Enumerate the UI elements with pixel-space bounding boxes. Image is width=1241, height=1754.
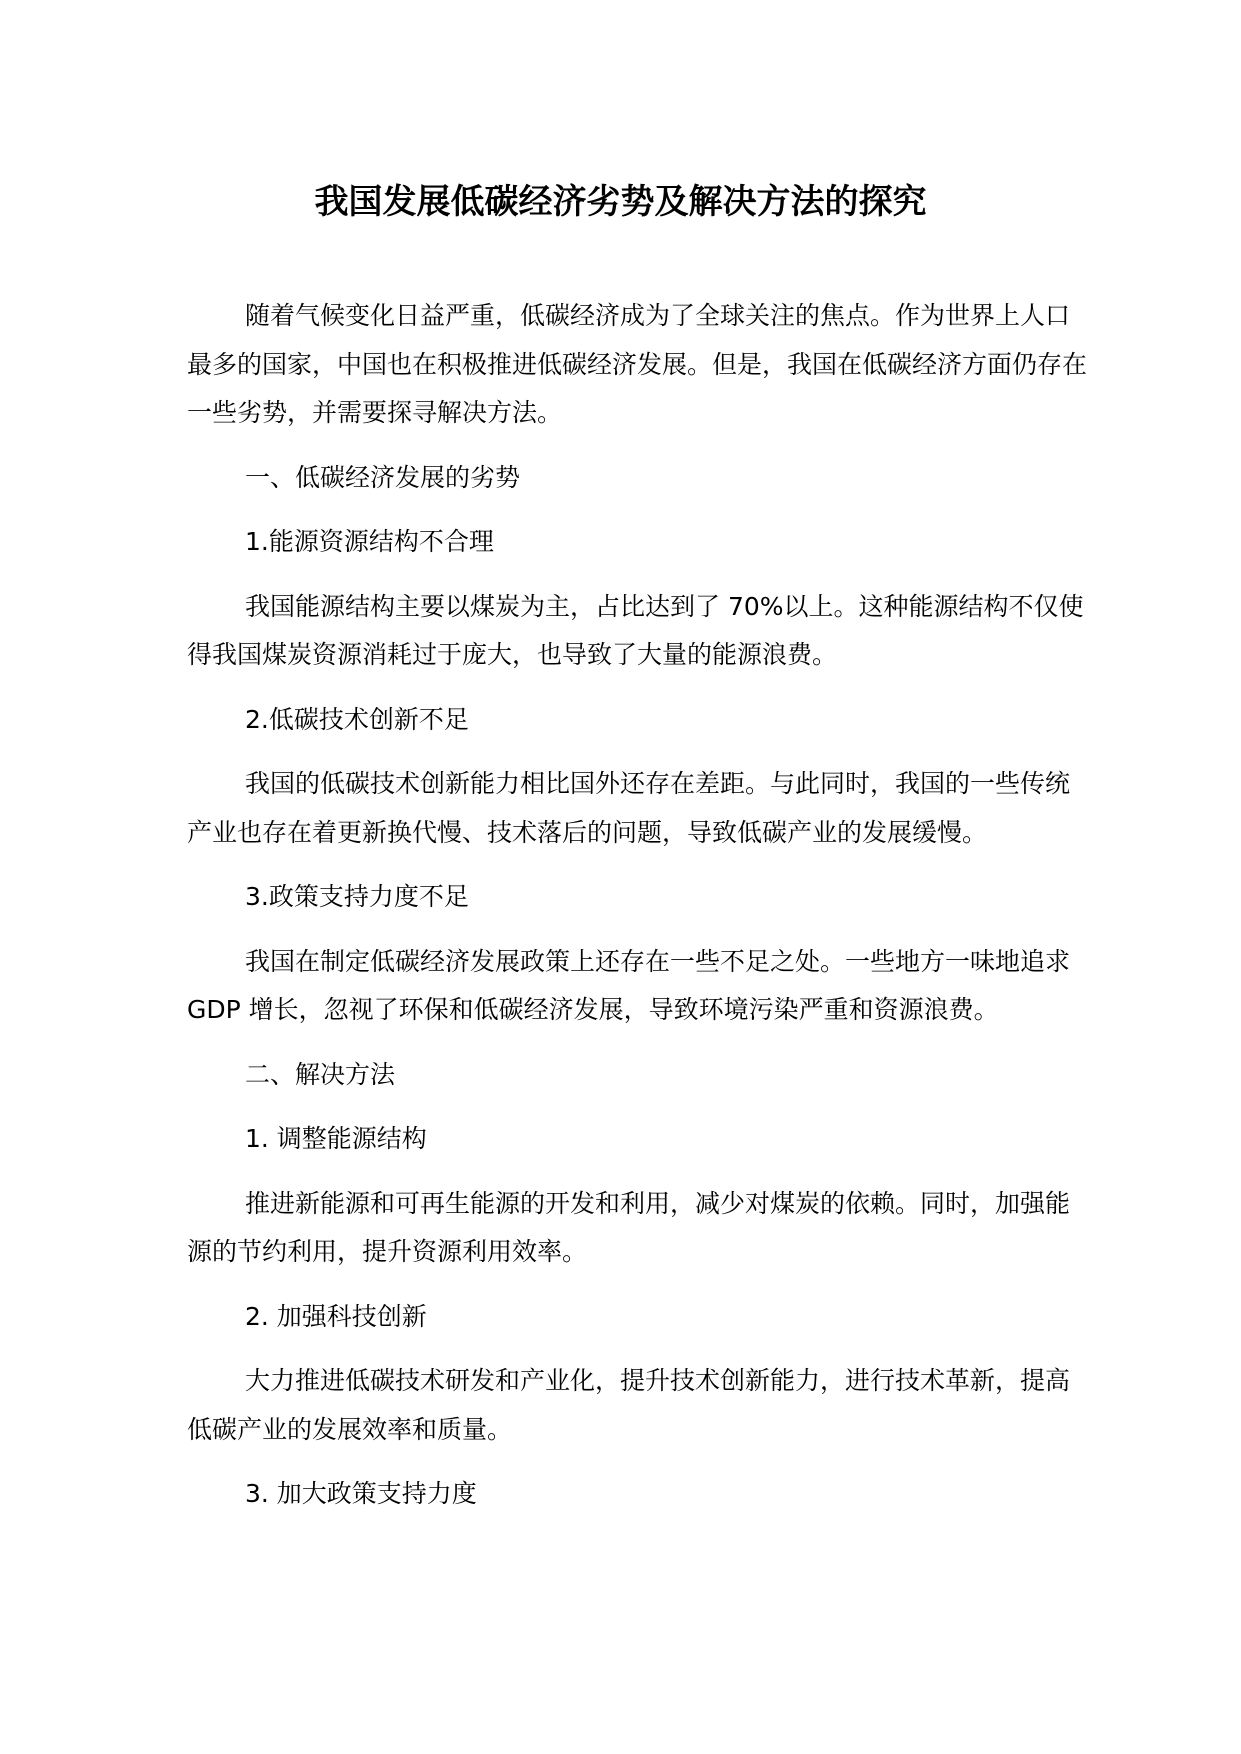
paragraph-strengthen-innovation: 大力推进低碳技术研发和产业化，提升技术创新能力，进行技术革新，提高低碳产业的发展效率和质量。 (187, 1366, 1071, 1444)
subheading-tech-innovation: 2.低碳技术创新不足 (245, 704, 469, 734)
subheading-energy-structure: 1.能源资源结构不合理 (245, 527, 494, 556)
paragraph-policy-support: 我国在制定低碳经济发展政策上还存在一些不足之处。一些地方一味地追求 GDP 增长，忽视了环保和低碳经济发展，导致环境污染严重和资源浪费。 (187, 946, 1071, 1024)
subheading-strengthen-innovation: 2. 加强科技创新 (245, 1301, 427, 1331)
document-body (187, 292, 1087, 1519)
paragraph-tech-innovation: 我国的低碳技术创新能力相比国外还存在差距。与此同时，我国的一些传统产业也存在着更新换代慢、技术落后的问题，导致低碳产业的发展缓慢。 (187, 769, 1071, 847)
subheading-adjust-energy: 1. 调整能源结构 (245, 1124, 427, 1153)
section-heading-disadvantages: 一、低碳经济发展的劣势 (245, 462, 521, 492)
intro-paragraph: 随着气候变化日益严重，低碳经济成为了全球关注的焦点。作为世界上人口最多的国家，中国也在积极推进低碳经济发展。但是，我国在低碳经济方面仍存在一些劣势，并需要探寻解决方法。 (187, 301, 1088, 427)
paragraph-energy-structure: 我国能源结构主要以煤炭为主，占比达到了 70%以上。这种能源结构不仅使得我国煤炭资源消耗过于庞大，也导致了大量的能源浪费。 (187, 591, 1084, 669)
document-title: 我国发展低碳经济劣势及解决方法的探究 (314, 182, 927, 222)
subheading-policy-support: 3.政策支持力度不足 (245, 882, 469, 911)
section-heading-solutions: 二、解决方法 (245, 1059, 396, 1089)
paragraph-adjust-energy: 推进新能源和可再生能源的开发和利用，减少对煤炭的依赖。同时，加强能源的节约利用，提升资源利用效率。 (187, 1188, 1071, 1266)
subheading-increase-policy: 3. 加大政策支持力度 (245, 1479, 477, 1508)
